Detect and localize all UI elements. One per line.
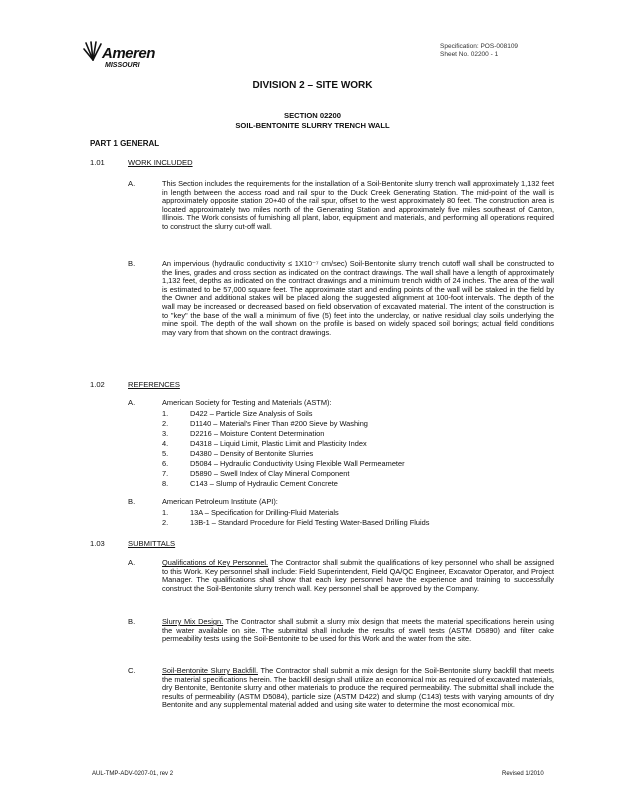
- list-item: D5084 – Hydraulic Conductivity Using Flexible Wall Permeameter: [190, 459, 405, 468]
- section-number: SECTION 02200: [284, 111, 341, 120]
- list-number: 2.: [162, 419, 169, 428]
- section-title: SOIL-BENTONITE SLURRY TRENCH WALL: [235, 121, 390, 130]
- list-number: 8.: [162, 479, 169, 488]
- list-item: 13A – Specification for Drilling-Fluid Materials: [190, 508, 339, 517]
- section-1-01-number: 1.01: [90, 158, 105, 167]
- list-number: 5.: [162, 449, 169, 458]
- submittal-title: Qualifications of Key Personnel.: [162, 558, 269, 567]
- list-number: 7.: [162, 469, 169, 478]
- section-1-03-heading: SUBMITTALS: [128, 539, 176, 548]
- api-heading: American Petroleum Institute (API):: [162, 497, 278, 506]
- item-letter: A.: [128, 398, 136, 407]
- submittal-key-personnel: [162, 559, 554, 593]
- sheet-number: Sheet No. 02200 - 1: [440, 50, 499, 58]
- spec-info: [440, 43, 590, 59]
- section-1-02-number: 1.02: [90, 380, 105, 389]
- part-heading: PART 1 GENERAL: [90, 139, 160, 148]
- logo-subtitle: MISSOURI: [105, 62, 140, 69]
- list-item: D422 – Particle Size Analysis of Soils: [190, 409, 313, 418]
- submittal-title: Slurry Mix Design.: [162, 617, 224, 626]
- list-number: 4.: [162, 439, 169, 448]
- list-item: 13B-1 – Standard Procedure for Field Testing Water-Based Drilling Fluids: [190, 518, 430, 527]
- item-letter: A.: [128, 558, 136, 567]
- list-item: D5890 – Swell Index of Clay Mineral Component: [190, 469, 350, 478]
- list-number: 6.: [162, 459, 169, 468]
- submittal-backfill: [162, 667, 554, 710]
- submittal-text: The Contractor shall submit the qualifications of key personnel who shall be assigned to this Work. Key personnel shall include: Field Superintendent, Field QA/QC Engineer, Excavator Operator, and Project Manager. The qualifications shall show that each key personnel have the experience and training to successfully construct the Soil-Bentonite slurry trench wall. Key personnel shall be approved by the Company.: [162, 558, 554, 593]
- footer-form-number: AUL-TMP-ADV-0207-01, rev 2: [92, 771, 174, 777]
- section-1-01-heading: WORK INCLUDED: [128, 158, 193, 167]
- list-item: D1140 – Material's Finer Than #200 Sieve by Washing: [190, 419, 368, 428]
- item-letter: C.: [128, 666, 136, 675]
- submittal-slurry-mix: [162, 618, 554, 644]
- ameren-sunburst-icon: [82, 40, 104, 62]
- logo-name: Ameren: [102, 45, 155, 62]
- section-1-02-heading: REFERENCES: [128, 380, 180, 389]
- list-number: 2.: [162, 518, 169, 527]
- list-item: C143 – Slump of Hydraulic Cement Concrete: [190, 479, 338, 488]
- submittal-title: Soil-Bentonite Slurry Backfill.: [162, 666, 258, 675]
- list-item: D4318 – Liquid Limit, Plastic Limit and Plasticity Index: [190, 439, 367, 448]
- section-1-03-number: 1.03: [90, 539, 105, 548]
- item-letter: B.: [128, 497, 136, 506]
- list-item: D2216 – Moisture Content Determination: [190, 429, 325, 438]
- submittal-text: The Contractor shall submit a slurry mix design that meets the material specifications herein using the water available on site. The submittal shall include the results of swell tests (ASTM D5890) and filter cake permeability tests using the Soil-Bentonite to be used for this Work and the water from the site.: [162, 617, 554, 644]
- astm-heading: American Society for Testing and Materials (ASTM):: [162, 398, 332, 407]
- list-number: 1.: [162, 508, 169, 517]
- list-number: 3.: [162, 429, 169, 438]
- work-included-b: An impervious (hydraulic conductivity ≤ 1X10⁻⁷ cm/sec) Soil-Bentonite slurry trench cutoff wall shall be constructed to the lines, grades and cross section as indicated on the contract drawings. The wall shall have a length of approximately 1,132 feet, depths as indicated on the contract drawings and a minimum trench width of 24 inches. The area of the wall is estimated to be 57,000 square feet. The approximate start and ending points of the wall will be staked in the field by the Owner and additional stakes will be placed along the suggested alignment at 100-foot intervals. The depth of the wall may be increased or decreased based on field observation of excavated material. The intent of the construction is to "key" the base of the wall a minimum of five (5) feet into the underclay, or native residual clay soils underlying the mine spoil. The depth of the wall shown on the profile is based on widely spaced soil borings; actual field conditions may vary from that shown on the contract drawings.: [162, 259, 554, 337]
- item-letter: A.: [128, 179, 136, 188]
- spec-number: Specification: POS-008109: [440, 43, 519, 50]
- page-title: DIVISION 2 – SITE WORK: [252, 80, 373, 91]
- list-number: 1.: [162, 409, 169, 418]
- list-item: D4380 – Density of Bentonite Slurries: [190, 449, 314, 458]
- work-included-a: This Section includes the requirements for the installation of a Soil-Bentonite slurry trench wall approximately 1,132 feet in length between the access road and rail spur to the Duck Creek Generating Station. The mid-point of the wall is approximately opposite station 20+40 of the rail spur, offset to the west approximately 80 feet. The construction area is located approximately two miles north of the Generating Station and approximately five miles southeast of Canton, Illinois. The Work consists of furnishing all plant, labor, equipment and materials, and performing all operations required to construct the slurry cut-off wall.: [162, 179, 554, 231]
- footer-revision: Revised 1/2010: [502, 771, 544, 777]
- submittal-text: The Contractor shall submit a mix design for the Soil-Bentonite slurry backfill that meets the material specifications herein. The backfill design shall utilize an economical mix as required of excavated materials, dry Bentonite, Bentonite slurry and other materials to produce the required permeability. The submittal shall include the results of permeability (ASTM D5084), particle size (ASTM D422) and slump (C143) tests with varying amounts of dry Bentonite and any supplemental material added and using site water to determine the most economical mix.: [162, 666, 554, 710]
- item-letter: B.: [128, 617, 136, 626]
- ameren-logo: [82, 40, 162, 76]
- item-letter: B.: [128, 259, 136, 268]
